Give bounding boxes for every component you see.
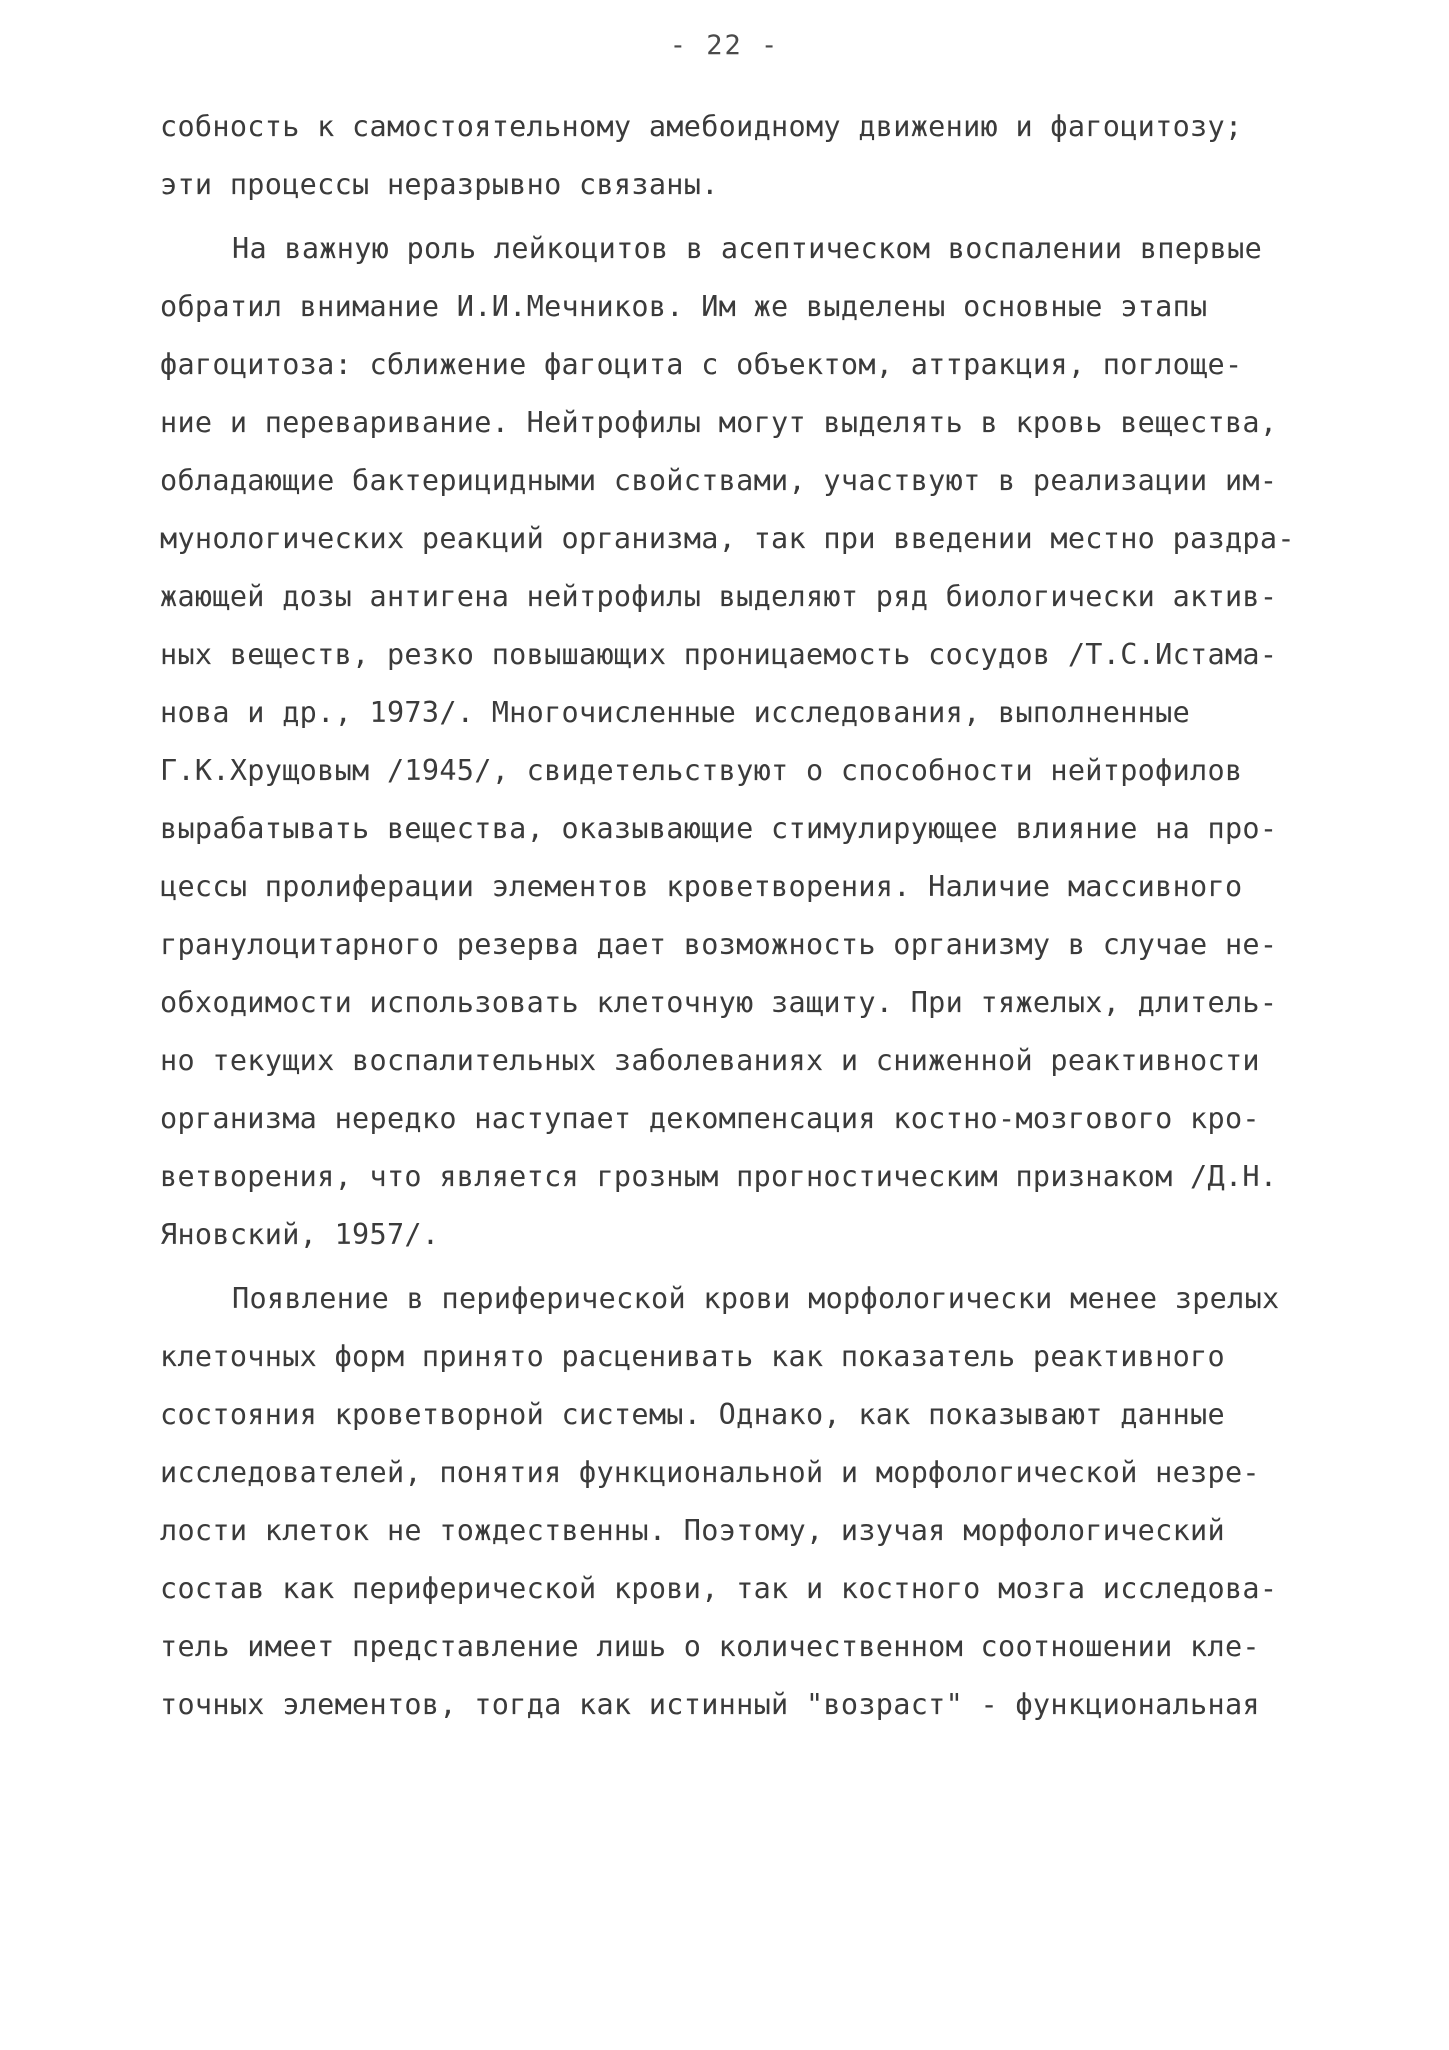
text-line: мунологических реакций организма, так при введении местно раздра- <box>160 522 1295 555</box>
text-line: обратил внимание И.И.Мечников. Им же выделены основные этапы <box>160 290 1208 323</box>
text-line: цессы пролиферации элементов кроветворения. Наличие массивного <box>160 870 1243 903</box>
text-line: состояния кроветворной системы. Однако, как показывают данные <box>160 1398 1225 1431</box>
text-line: но текущих воспалительных заболеваниях и сниженной реактивности <box>160 1044 1260 1077</box>
text-line: обходимости использовать клеточную защиту. При тяжелых, длитель- <box>160 986 1278 1019</box>
text-line: Яновский, 1957/. <box>160 1218 440 1251</box>
page-number: - 22 - <box>669 30 780 61</box>
paragraph <box>160 220 1320 1264</box>
paragraph <box>160 1270 1320 1734</box>
text-line: исследователей, понятия функциональной и морфологической незре- <box>160 1456 1260 1489</box>
text-line: лости клеток не тождественны. Поэтому, изучая морфологический <box>160 1514 1225 1547</box>
text-line: эти процессы неразрывно связаны. <box>160 168 719 201</box>
paragraph <box>160 98 1320 214</box>
text-line: вырабатывать вещества, оказывающие стимулирующее влияние на про- <box>160 812 1278 845</box>
text-line: организма нередко наступает декомпенсация костно-мозгового кро- <box>160 1102 1260 1135</box>
text-line: собность к самостоятельному амебоидному движению и фагоцитозу; <box>160 110 1243 143</box>
text-line: ние и переваривание. Нейтрофилы могут выделять в кровь вещества, <box>160 406 1278 439</box>
text-line: тель имеет представление лишь о количественном соотношении кле- <box>160 1630 1260 1663</box>
text-line: состав как периферической крови, так и костного мозга исследова- <box>160 1572 1278 1605</box>
text-line: клеточных форм принято расценивать как показатель реактивного <box>160 1340 1225 1373</box>
text-line: фагоцитоза: сближение фагоцита с объектом, аттракция, поглоще- <box>160 348 1243 381</box>
text-line: жающей дозы антигена нейтрофилы выделяют ряд биологически актив- <box>160 580 1278 613</box>
text-line: ветворения, что является грозным прогностическим признаком /Д.Н. <box>160 1160 1278 1193</box>
text-line: нова и др., 1973/. Многочисленные исследования, выполненные <box>160 696 1191 729</box>
text-line: На важную роль лейкоцитов в асептическом воспалении впервые <box>232 232 1263 265</box>
text-line: Появление в периферической крови морфологически менее зрелых <box>232 1282 1280 1315</box>
text-line: обладающие бактерицидными свойствами, участвуют в реализации им- <box>160 464 1278 497</box>
text-line: Г.К.Хрущовым /1945/, свидетельствуют о способности нейтрофилов <box>160 754 1243 787</box>
text-line: точных элементов, тогда как истинный "возраст" - функциональная <box>160 1688 1260 1721</box>
text-line: ных веществ, резко повышающих проницаемость сосудов /Т.С.Истама- <box>160 638 1278 671</box>
body-text <box>160 98 1320 1734</box>
text-line: гранулоцитарного резерва дает возможность организму в случае не- <box>160 928 1278 961</box>
